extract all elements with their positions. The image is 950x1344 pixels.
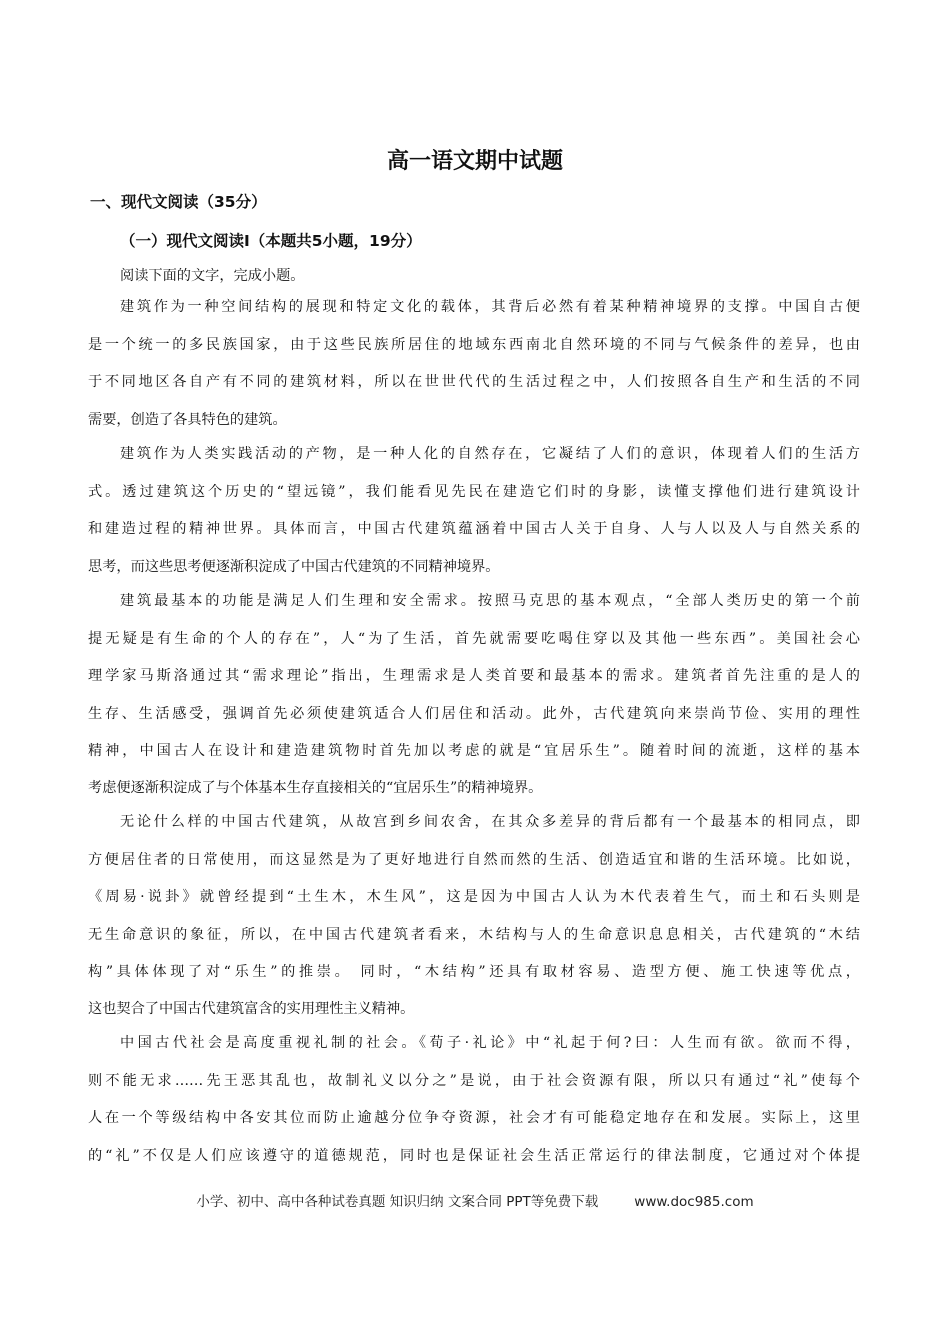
passage-line: 中国古代社会是高度重视礼制的社会。《荀子·礼论》中“礼起于何?曰：人生而有欲。欲而不得， (120, 1035, 860, 1051)
passage-line: 的“礼”不仅是人们应该遵守的道德规范，同时也是保证社会生活正常运行的律法制度，它通过对个体提 (88, 1148, 860, 1164)
passage-line: 建筑作为人类实践活动的产物，是一种人化的自然存在，它凝结了人们的意识，体现着人们的生活方 (120, 446, 860, 462)
passage-line: 提无疑是有生命的个人的存在”，人“为了生活，首先就需要吃喝住穿以及其他一些东西”。美国社会心 (88, 631, 860, 647)
passage-line: 是一个统一的多民族国家，由于这些民族所居住的地域东西南北自然环境的不同与气候条件的差异，也由 (88, 337, 860, 353)
passage-line: 需要，创造了各具特色的建筑。 (88, 412, 287, 428)
passage-line: 式。透过建筑这个历史的“望远镜”，我们能看见先民在建造它们时的身影，读懂支撑他们进行建筑设计 (88, 484, 860, 500)
section-heading: 一、现代文阅读（35分） (90, 193, 267, 211)
passage-line: 人在一个等级结构中各安其位而防止逾越分位争夺资源，社会才有可能稳定地存在和发展。实际上，这里 (88, 1110, 860, 1126)
instruction-text: 阅读下面的文字，完成小题。 (120, 268, 305, 284)
passage-line: 则不能无求……先王恶其乱也，故制礼义以分之”是说，由于社会资源有限，所以只有通过“礼”使每个 (88, 1073, 860, 1089)
page-footer (0, 1192, 950, 1212)
footer-text: 小学、初中、高中各种试卷真题 知识归纳 文案合同 PPT等免费下载 (196, 1194, 599, 1210)
passage-line: 理学家马斯洛通过其“需求理论”指出，生理需求是人类首要和最基本的需求。建筑者首先注重的是人的 (88, 668, 860, 684)
passage-line: 无论什么样的中国古代建筑，从故宫到乡间农舍，在其众多差异的背后都有一个最基本的相同点，即 (120, 814, 860, 830)
passage-line: 这也契合了中国古代建筑富含的实用理性主义精神。 (88, 1001, 415, 1017)
passage-line: 无生命意识的象征，所以，在中国古代建筑者看来，木结构与人的生命意识息息相关，古代建筑的“木结 (88, 927, 860, 943)
passage-line: 于不同地区各自产有不同的建筑材料，所以在世世代代的生活过程之中，人们按照各自生产和生活的不同 (88, 374, 860, 390)
passage-line: 建筑最基本的功能是满足人们生理和安全需求。按照马克思的基本观点，“全部人类历史的第一个前 (120, 593, 860, 609)
page-title: 高一语文期中试题 (386, 149, 563, 174)
passage-line: 思考，而这些思考便逐渐积淀成了中国古代建筑的不同精神境界。 (88, 559, 500, 575)
passage-line: 《周易·说卦》就曾经提到“土生木，木生风”，这是因为中国古人认为木代表着生气，而土和石头则是 (88, 889, 860, 905)
passage-line: 建筑作为一种空间结构的展现和特定文化的载体，其背后必然有着某种精神境界的支撑。中国自古便 (120, 299, 860, 315)
passage-line: 构”具体体现了对“乐生”的推崇。 同时，“木结构”还具有取材容易、造型方便、施工快速等优点， (88, 964, 860, 980)
passage-line: 生存、生活感受，强调首先必须使建筑适合人们居住和活动。此外，古代建筑向来崇尚节俭、实用的理性 (88, 706, 860, 722)
passage-line: 考虑便逐渐积淀成了与个体基本生存直接相关的“宜居乐生”的精神境界。 (88, 780, 543, 796)
footer-url[interactable]: www.doc985.com (634, 1194, 754, 1210)
passage-line: 方便居住者的日常使用，而这显然是为了更好地进行自然而然的生活、创造适宜和谐的生活环境。比如说， (88, 852, 860, 868)
subsection-heading: （一）现代文阅读Ⅰ（本题共5小题，19分） (120, 232, 422, 250)
passage-line: 精神，中国古人在设计和建造建筑物时首先加以考虑的就是“宜居乐生”。随着时间的流逝，这样的基本 (88, 743, 860, 759)
passage-line: 和建造过程的精神世界。具体而言，中国古代建筑蕴涵着中国古人关于自身、人与人以及人与自然关系的 (88, 521, 860, 537)
